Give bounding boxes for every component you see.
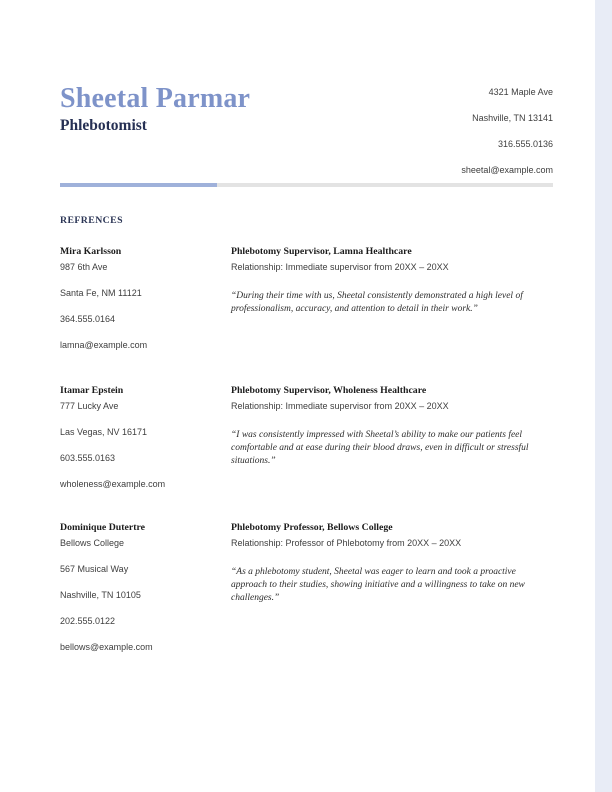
person-job-title: Phlebotomist xyxy=(60,117,147,134)
section-title-references: REFRENCES xyxy=(60,215,123,226)
contact-phone: 316.555.0136 xyxy=(497,139,553,149)
contact-street: 4321 Maple Ave xyxy=(488,87,553,97)
reference-2-quote: “I was consistently impressed with Sheetal’s ability to make our patients feel comfortable and at ease during their blood draws, even in difficult or stressful situations.” xyxy=(231,430,529,466)
reference-2-street: 777 Lucky Ave xyxy=(60,400,119,411)
reference-2-detail-column xyxy=(231,385,553,489)
reference-2-relationship: Relationship: Immediate supervisor from 20XX – 20XX xyxy=(231,400,449,411)
reference-2-email: wholeness@example.com xyxy=(60,478,166,489)
reference-3-organization: Bellows College xyxy=(60,537,125,548)
reference-1-street: 987 6th Ave xyxy=(60,261,108,272)
contact-info xyxy=(461,88,553,175)
reference-3-quote: “As a phlebotomy student, Sheetal was eager to learn and took a proactive approach to their studies, showing initiative and a willingness to take on new challenges.” xyxy=(231,567,525,603)
reference-1-relationship: Relationship: Immediate supervisor from 20XX – 20XX xyxy=(231,261,449,272)
reference-block-1 xyxy=(60,246,553,350)
reference-2-title: Phlebotomy Supervisor, Wholeness Healthcare xyxy=(231,385,427,396)
reference-2-phone: 603.555.0163 xyxy=(60,452,116,463)
person-name: Sheetal Parmar xyxy=(60,83,251,114)
reference-1-city: Santa Fe, NM 11121 xyxy=(60,287,142,298)
reference-1-contact-column xyxy=(60,246,231,350)
reference-3-name: Dominique Dutertre xyxy=(60,522,145,533)
reference-3-relationship: Relationship: Professor of Phlebotomy from 20XX – 20XX xyxy=(231,537,462,548)
header-divider xyxy=(60,183,553,187)
reference-3-city: Nashville, TN 10105 xyxy=(60,589,141,600)
reference-3-detail-column xyxy=(231,522,553,652)
reference-2-name: Itamar Epstein xyxy=(60,385,124,396)
header-divider-accent xyxy=(60,183,217,187)
reference-3-contact-column xyxy=(60,522,231,652)
page-edge-strip xyxy=(595,0,612,792)
reference-3-title: Phlebotomy Professor, Bellows College xyxy=(231,522,393,533)
reference-3-phone: 202.555.0122 xyxy=(60,615,116,626)
reference-3-email: bellows@example.com xyxy=(60,641,153,652)
reference-3-street: 567 Musical Way xyxy=(60,563,129,574)
contact-city: Nashville, TN 13141 xyxy=(472,113,553,123)
reference-block-3 xyxy=(60,522,553,652)
reference-1-title: Phlebotomy Supervisor, Lamna Healthcare xyxy=(231,246,412,257)
reference-1-detail-column xyxy=(231,246,553,350)
contact-email: sheetal@example.com xyxy=(461,165,553,175)
reference-block-2 xyxy=(60,385,553,489)
reference-1-email: lamna@example.com xyxy=(60,339,148,350)
reference-1-phone: 364.555.0164 xyxy=(60,313,116,324)
header-identity xyxy=(60,84,250,134)
reference-2-contact-column xyxy=(60,385,231,489)
reference-1-quote: “During their time with us, Sheetal consistently demonstrated a high level of professionalism, accuracy, and attention to detail in their work.” xyxy=(231,291,523,314)
reference-2-city: Las Vegas, NV 16171 xyxy=(60,426,148,437)
reference-1-name: Mira Karlsson xyxy=(60,246,122,257)
